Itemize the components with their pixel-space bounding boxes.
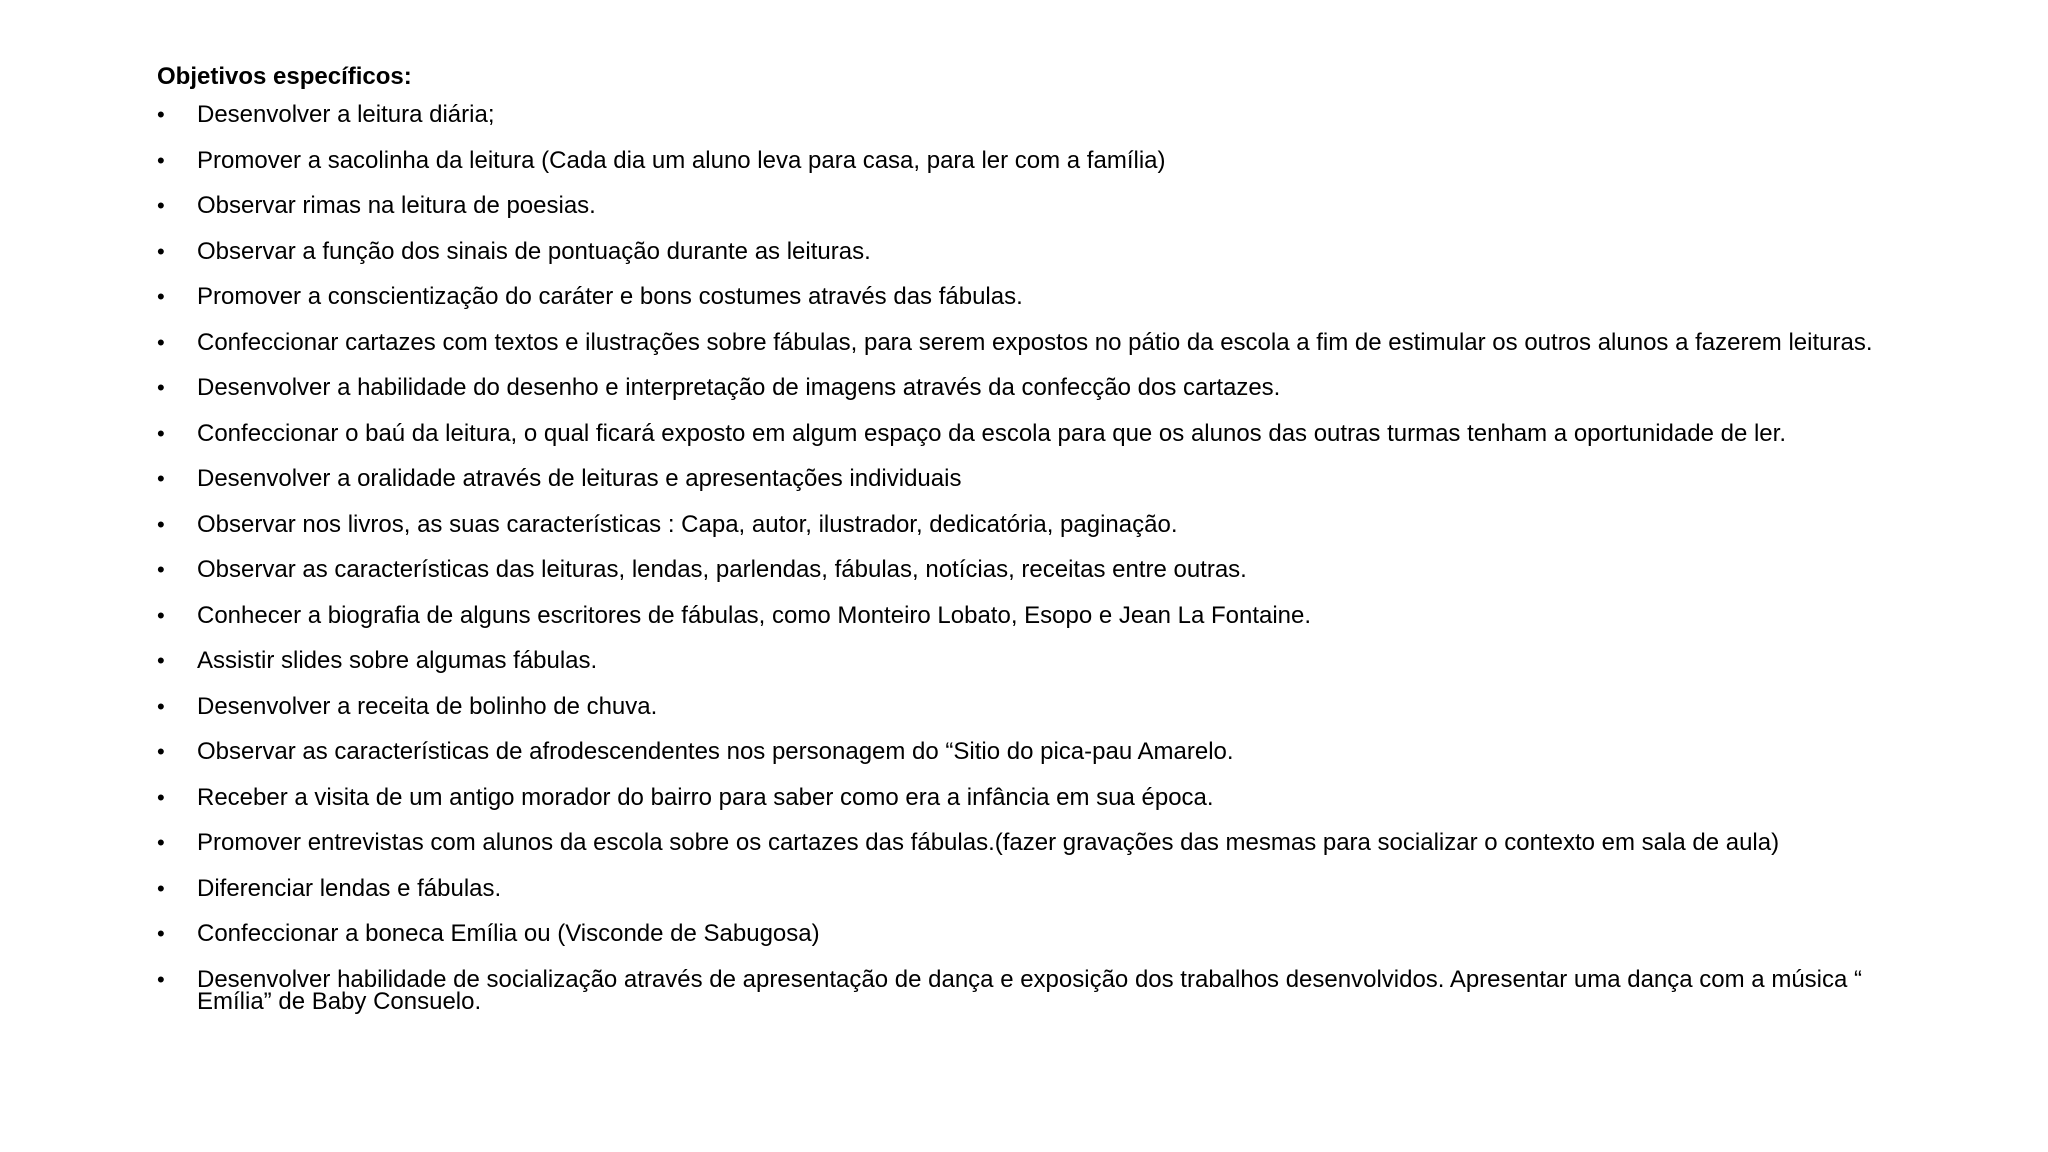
bullet-icon: •: [157, 147, 165, 173]
list-item: [157, 692, 1917, 720]
list-item: [157, 237, 1917, 265]
list-item: [157, 556, 1917, 583]
list-item: [157, 783, 1917, 811]
list-item: [157, 192, 1917, 219]
list-item-text: Observar as características de afrodescendentes nos personagem do “Sitio do pica-pau Amarelo.: [197, 738, 1234, 765]
list-item-text: Assistir slides sobre algumas fábulas.: [197, 647, 598, 674]
list-item-text: Diferenciar lendas e fábulas.: [197, 874, 502, 902]
list-item: [157, 920, 1917, 947]
list-item-text: Promover entrevistas com alunos da escola sobre os cartazes das fábulas.(fazer gravações das mesmas para socializar o contexto em sala de aula): [197, 829, 1780, 856]
list-item-text: Observar as características das leituras, lendas, parlendas, fábulas, notícias, receitas entre outras.: [197, 556, 1247, 583]
bullet-icon: •: [157, 739, 165, 764]
bullet-icon: •: [157, 375, 165, 400]
bullet-icon: •: [157, 648, 165, 673]
list-item: [157, 647, 1917, 674]
bullet-icon: •: [157, 102, 165, 127]
objectives-list: [157, 101, 1917, 1015]
list-item-text: Promover a sacolinha da leitura (Cada dia um aluno leva para casa, para ler com a família): [197, 146, 1166, 174]
bullet-icon: •: [157, 284, 165, 309]
list-item-text: Desenvolver a leitura diária;: [197, 101, 495, 128]
list-item-text: Desenvolver a habilidade do desenho e interpretação de imagens através da confecção dos cartazes.: [197, 374, 1281, 401]
bullet-icon: •: [157, 511, 165, 537]
list-item: [157, 283, 1917, 310]
list-item-text: Confeccionar cartazes com textos e ilustrações sobre fábulas, para serem expostos no pátio da escola a fim de estimular os outros alunos a fazerem leituras.: [197, 328, 1873, 356]
list-item-text: Observar nos livros, as suas características : Capa, autor, ilustrador, dedicatória, paginação.: [197, 510, 1178, 538]
bullet-icon: •: [157, 557, 165, 582]
list-item-text: Promover a conscientização do caráter e bons costumes através das fábulas.: [197, 283, 1023, 310]
list-item: [157, 601, 1917, 629]
bullet-icon: •: [157, 193, 165, 218]
list-item-text: Desenvolver habilidade de socialização através de apresentação de dança e exposição dos trabalhos desenvolvidos. Apresentar uma dança com a música “ Emília” de Baby Consuelo.: [197, 965, 1862, 1015]
bullet-icon: •: [157, 602, 165, 628]
list-item-text: Confeccionar o baú da leitura, o qual ficará exposto em algum espaço da escola para que os alunos das outras turmas tenham a oportunidade de ler.: [197, 419, 1786, 447]
list-item: [157, 738, 1917, 765]
list-item: [157, 510, 1917, 538]
list-item: [157, 146, 1917, 174]
slide-content: [157, 62, 1917, 1036]
list-item-text: Desenvolver a receita de bolinho de chuva.: [197, 692, 658, 720]
bullet-icon: •: [157, 921, 165, 946]
list-item-text: Conhecer a biografia de alguns escritores de fábulas, como Monteiro Lobato, Esopo e Jean La Fontaine.: [197, 601, 1312, 629]
list-item-text: Receber a visita de um antigo morador do bairro para saber como era a infância em sua época.: [197, 783, 1214, 811]
section-heading: Objetivos específicos:: [157, 63, 412, 90]
bullet-icon: •: [157, 238, 165, 264]
bullet-icon: •: [157, 693, 165, 719]
list-item-text: Observar a função dos sinais de pontuação durante as leituras.: [197, 237, 871, 265]
bullet-icon: •: [157, 466, 165, 491]
bullet-icon: •: [157, 875, 165, 901]
list-item: [157, 101, 1917, 128]
list-item-text: Confeccionar a boneca Emília ou (Visconde de Sabugosa): [197, 920, 820, 947]
list-item: [157, 829, 1917, 856]
list-item: [157, 328, 1917, 356]
list-item: [157, 465, 1917, 492]
bullet-icon: •: [157, 784, 165, 810]
bullet-icon: •: [157, 966, 165, 992]
list-item: [157, 419, 1917, 447]
list-item: [157, 874, 1917, 902]
list-item: [157, 965, 1917, 1015]
list-item-text: Desenvolver a oralidade através de leituras e apresentações individuais: [197, 465, 962, 492]
list-item-text: Observar rimas na leitura de poesias.: [197, 192, 596, 219]
bullet-icon: •: [157, 329, 165, 355]
list-item: [157, 374, 1917, 401]
bullet-icon: •: [157, 830, 165, 855]
bullet-icon: •: [157, 420, 165, 446]
